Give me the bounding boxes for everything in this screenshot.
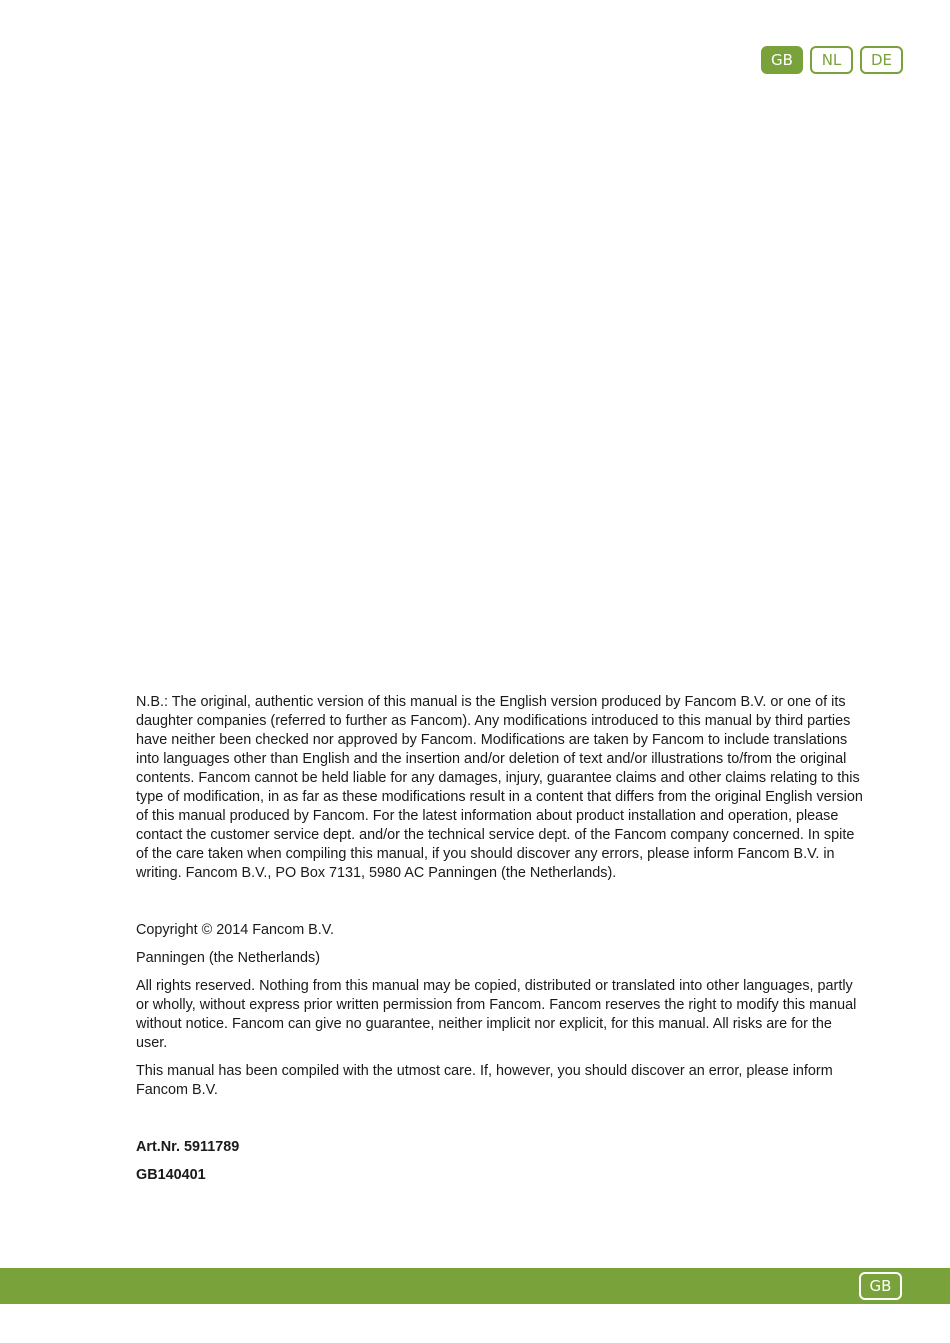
language-tab-gb[interactable]: GB [761, 46, 803, 74]
notice-paragraph: N.B.: The original, authentic version of this manual is the English version produced by Fancom B.V. or one of its daughter companies (referred to further as Fancom). Any modifications introduced to this manual by third parties have neither been checked nor approved by Fancom. Modifications are taken by Fancom to include translations into languages other than English and the insertion and/or deletion of text and/or illustrations to/from the original contents. Fancom cannot be held liable for any damages, injury, guarantee claims and other claims relating to this type of modification, in as far as these modifications result in a content that differs from the original English version of this manual produced by Fancom. For the latest information about product installation and operation, please contact the customer service dept. and/or the technical service dept. of the Fancom company concerned. In spite of the care taken when compiling this manual, if you should discover any errors, please inform Fancom B.V. in writing. Fancom B.V., PO Box 7131, 5980 AC Panningen (the Netherlands). [136, 694, 863, 881]
language-tab-nl[interactable]: NL [810, 46, 853, 74]
language-tab-de[interactable]: DE [860, 46, 903, 74]
document-code: GB140401 [136, 1167, 206, 1183]
care-paragraph: This manual has been compiled with the utmost care. If, however, you should discover an error, please inform Fancom B.V. [136, 1063, 833, 1098]
location-line: Panningen (the Netherlands) [136, 950, 321, 966]
footer-bar [0, 1268, 950, 1304]
language-tabs [761, 46, 903, 74]
footer-language-badge: GB [859, 1272, 902, 1300]
copyright-line: Copyright © 2014 Fancom B.V. [136, 922, 335, 938]
article-number: Art.Nr. 5911789 [136, 1139, 240, 1155]
rights-paragraph: All rights reserved. Nothing from this manual may be copied, distributed or translated into other languages, partly or wholly, without express prior written permission from Fancom. Fancom reserves the right to modify this manual without notice. Fancom can give no guarantee, neither implicit nor explicit, for this manual. All risks are for the user. [136, 978, 857, 1051]
legal-text-block [136, 693, 864, 1185]
